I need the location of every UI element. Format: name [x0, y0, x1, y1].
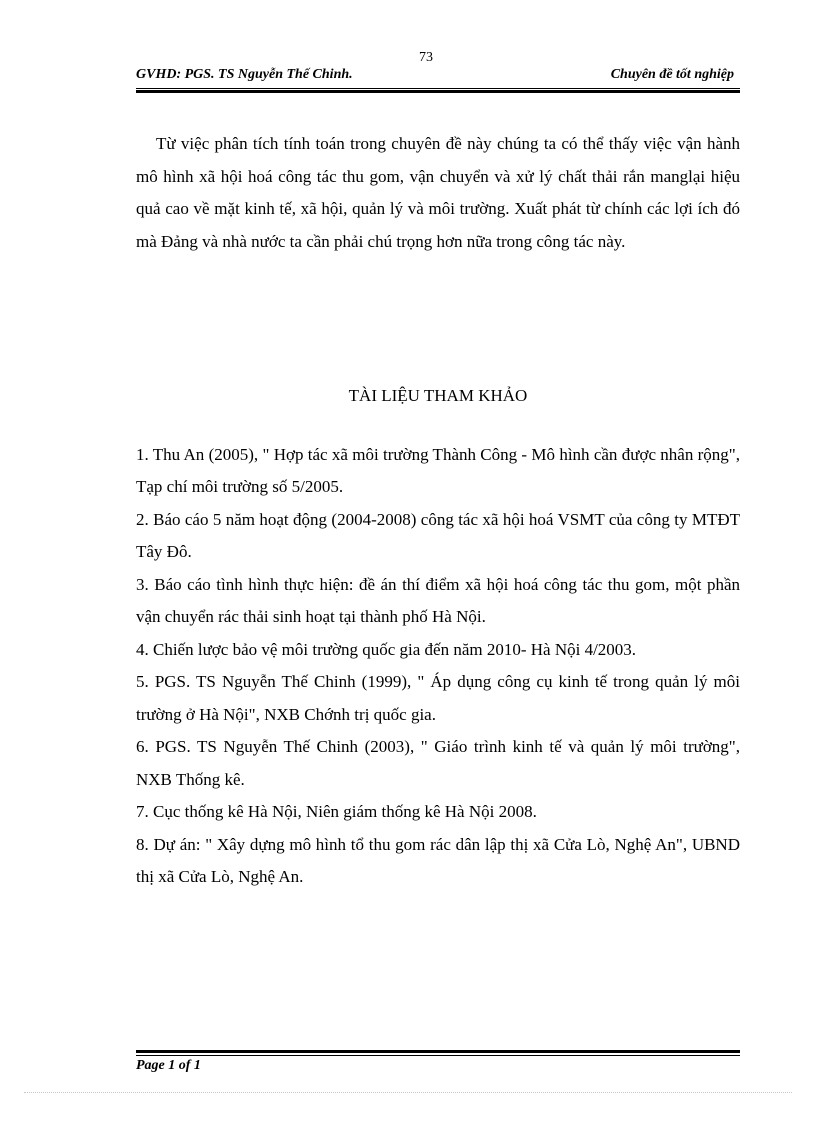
header-supervisor: GVHD: PGS. TS Nguyễn Thế Chinh. — [136, 67, 353, 82]
page-body — [136, 128, 740, 894]
header-document-type: Chuyên đề tốt nghiệp — [610, 67, 734, 82]
footer-page-label: Page 1 of 1 — [136, 1058, 201, 1073]
page-number: 73 — [419, 50, 433, 65]
reference-item: 4. Chiến lược bảo vệ môi trường quốc gia đến năm 2010- Hà Nội 4/2003. — [136, 639, 637, 659]
footer-rule-thick — [136, 1050, 740, 1053]
references-list — [136, 439, 740, 894]
reference-item: 1. Thu An (2005), " Hợp tác xã môi trường Thành Công - Mô hình cần được nhân rộng", Tạp chí môi trường số 5/2005. — [136, 444, 740, 496]
page-header — [136, 67, 740, 87]
header-rule-thin — [136, 88, 740, 89]
page-edge-divider — [24, 1092, 792, 1093]
references-title: TÀI LIỆU THAM KHẢO — [348, 386, 528, 405]
reference-item: 7. Cục thống kê Hà Nội, Niên giám thống kê Hà Nội 2008. — [136, 802, 537, 821]
intro-paragraph: Từ việc phân tích tính toán trong chuyên đề này chúng ta có thể thấy việc vận hành mô hình xã hội hoá công tác thu gom, vận chuyển và xử lý chất thải rắn manglại hiệu quả cao về mặt kinh tế, xã hội, quản lý và môi trường. Xuất phát từ chính các lợi ích đó mà Đảng và nhà nước ta cần phải chú trọng hơn nữa trong công tác này. — [136, 134, 740, 251]
reference-item: 3. Báo cáo tình hình thực hiện: đề án thí điểm xã hội hoá công tác thu gom, một phần vận chuyển rác thải sinh hoạt tại thành phố Hà Nội. — [136, 574, 740, 626]
reference-item: 8. Dự án: " Xây dựng mô hình tổ thu gom rác dân lập thị xã Cửa Lò, Nghệ An", UBND thị xã Cửa Lò, Nghệ An. — [136, 834, 740, 886]
reference-item: 5. PGS. TS Nguyễn Thế Chinh (1999), " Áp dụng công cụ kinh tế trong quản lý môi trường ở Hà Nội", NXB Chớnh trị quốc gia. — [136, 672, 740, 724]
header-rule-thick — [136, 90, 740, 93]
footer-rule-thin — [136, 1055, 740, 1056]
reference-item: 2. Báo cáo 5 năm hoạt động (2004-2008) công tác xã hội hoá VSMT của công ty MTĐT Tây Đô. — [136, 509, 740, 561]
reference-item: 6. PGS. TS Nguyễn Thế Chinh (2003), " Giáo trình kinh tế và quản lý môi trường", NXB Thống kê. — [136, 737, 740, 789]
